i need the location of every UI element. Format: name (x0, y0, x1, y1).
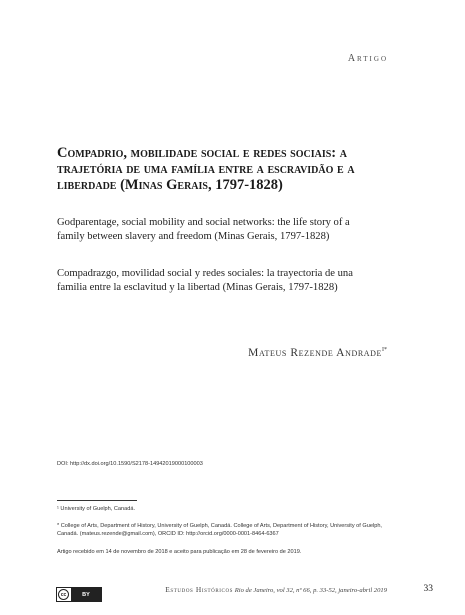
journal-name: Estudos Históricos (165, 585, 234, 594)
section-label: Artigo (347, 53, 388, 64)
author-name (248, 347, 387, 359)
journal-details: Rio de Janeiro, vol 32, nº 66, p. 33-52, janeiro-abril 2019 (234, 587, 387, 594)
creative-commons-icon: cc (58, 589, 69, 600)
article-title-english: Godparentage, social mobility and social networks: the life story of a family between slavery and freedom (Minas Gerais, 1797-1828) (57, 217, 350, 242)
license-by-label: BY (71, 588, 101, 601)
page-number: 33 (423, 584, 433, 594)
footnote-divider (57, 500, 137, 501)
footnote-affiliation: ¹ University of Guelph, Canadá. (57, 506, 136, 512)
article-title: Compadrio, mobilidade social e redes sociais: a trajetória de uma família entre a escravidão e a liberdade (Minas Gerais, 1797-1828) (57, 145, 355, 193)
journal-citation (165, 585, 387, 594)
received-accepted-note: Artigo recebido em 14 de novembro de 2018 e aceito para publicação em 28 de fevereiro de 2019. (57, 549, 302, 555)
footnote-author-details: * College of Arts, Department of History, University of Guelph, Canadá. College of Arts, Department of History, University of Guelph, Canadá. (mateus.rezende@gmail.com), ORCID ID: http://orcid.org/0000-0001-8464-6367 (57, 523, 382, 537)
author-footnote-marks: I* (382, 347, 387, 354)
author-name-text: Mateus Rezende Andrade (248, 347, 382, 359)
doi-link[interactable]: DOI: http://dx.doi.org/10.1590/S2178-14942019000100003 (57, 461, 203, 467)
article-title-spanish: Compadrazgo, movilidad social y redes sociales: la trayectoria de una familia entre la esclavitud y la libertad (Minas Gerais, 1797-1828) (57, 268, 353, 293)
cc-by-license-badge[interactable] (56, 587, 102, 602)
